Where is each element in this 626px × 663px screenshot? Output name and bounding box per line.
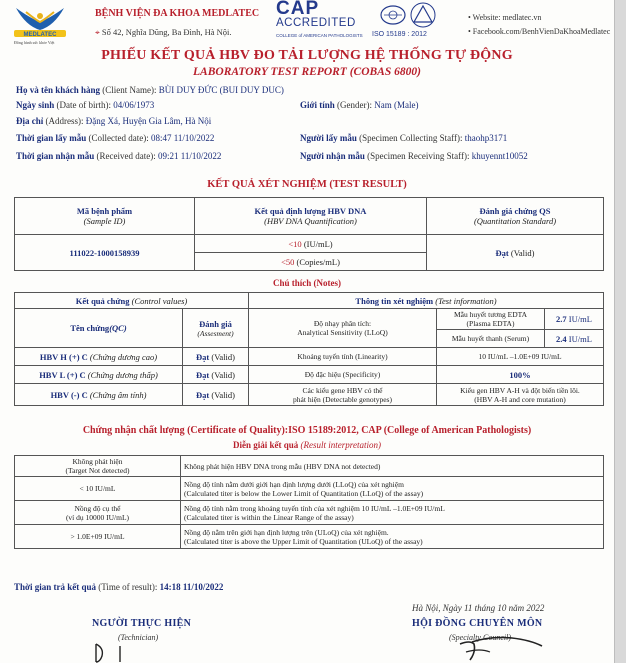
receiver-row	[300, 151, 528, 161]
interp-key: < 10 IU/mL	[15, 477, 181, 501]
collected-label: Thời gian lấy mẫu	[16, 133, 87, 143]
sample-id-cell: 111022-1000158939	[15, 235, 195, 271]
quant-iu-unit: (IU/mL)	[303, 238, 333, 249]
dob-row	[16, 100, 154, 110]
sensitivity-label-cell: Độ nhạy phân tích: Analytical Sensitivity (LLoQ)	[249, 309, 437, 348]
collected-label-en: (Collected date):	[88, 133, 149, 143]
qc-name-header: Tên chứng(QC)	[15, 309, 183, 348]
table-row	[15, 384, 604, 406]
dob-label-en: (Date of birth):	[56, 100, 111, 110]
collector-label: Người lấy mẫu	[300, 133, 357, 143]
technician-signature-icon	[90, 640, 130, 663]
table-row	[15, 348, 604, 366]
collected-value: 08:47 11/10/2022	[151, 133, 215, 143]
report-title-en: LABORATORY TEST REPORT (COBAS 6800)	[193, 66, 421, 78]
client-name-label-en: (Client Name):	[102, 85, 157, 95]
address-row	[16, 116, 211, 126]
linearity-value: 10 IU/mL –1.0E+09 IU/mL	[437, 348, 604, 366]
address-label: Địa chỉ	[16, 116, 44, 126]
received-value: 09:21 11/10/2022	[158, 151, 222, 161]
client-name-value: BÙI DUY ĐỨC (BUI DUY DUC)	[158, 85, 284, 95]
iso-text: ISO 15189 : 2012	[372, 31, 427, 38]
assess-header: Đánh giá (Assesment)	[183, 309, 249, 348]
serum-value-cell: 2.4 IU/mL	[545, 330, 604, 348]
gender-value: Nam (Male)	[374, 100, 419, 110]
received-row	[16, 151, 221, 161]
accreditation-block	[276, 0, 452, 44]
collector-value: thaohp3171	[464, 133, 508, 143]
interp-desc: Không phát hiện HBV DNA trong mẫu (HBV DNA not detected)	[181, 456, 604, 477]
interp-desc: Nồng độ tính nằm dưới giới hạn định lượng dưới (LLoQ) của xét nghiệm (Calculated titer is below the Lower Limit of Quantitation (LLoQ) of the assay)	[181, 477, 604, 501]
qs-cell: Đạt (Valid)	[427, 235, 604, 271]
technician-title: NGƯỜI THỰC HIỆN	[92, 618, 192, 629]
notes-table	[14, 292, 604, 406]
received-label: Thời gian nhận mẫu	[16, 151, 95, 161]
logo-brand-text: MEDLATEC	[23, 32, 57, 38]
genotype-label: Các kiểu gene HBV có thể phát hiện (Detectable genotypes)	[249, 384, 437, 406]
time-of-result: Thời gian trả kết quả (Time of result): 14:18 11/10/2022	[14, 582, 224, 592]
council-subtitle: (Specialty Council)	[449, 633, 511, 642]
council-title: HỘI ĐỒNG CHUYÊN MÔN	[412, 618, 543, 629]
linearity-label: Khoảng tuyến tính (Linearity)	[249, 348, 437, 366]
hospital-address	[95, 27, 232, 38]
interpretation-table	[14, 455, 604, 549]
table-row	[15, 501, 604, 525]
boa-triangle-icon	[410, 2, 436, 28]
gender-row	[300, 100, 418, 110]
gender-label: Giới tính	[300, 100, 335, 110]
page-edge	[614, 0, 626, 663]
qc-neg-cell: HBV (-) C (Chứng âm tính)	[15, 384, 183, 406]
collected-row	[16, 133, 214, 143]
specificity-label: Độ đặc hiệu (Specificity)	[249, 366, 437, 384]
sign-date: Hà Nội, Ngày 11 tháng 10 năm 2022	[412, 603, 545, 613]
quality-certificate: Chứng nhận chất lượng (Certificate of Quality):ISO 15189:2012, CAP (College of American Pathologists)	[82, 425, 532, 436]
col-quant-header: Kết quả định lượng HBV DNA (HBV DNA Quantification)	[195, 198, 427, 235]
report-title-vi: PHIẾU KẾT QUẢ HBV ĐO TẢI LƯỢNG HỆ THỐNG TỰ ĐỘNG	[101, 48, 513, 63]
quant-copies-unit: (Copies/mL)	[296, 256, 340, 267]
table-row	[15, 456, 604, 477]
technician-subtitle: (Technician)	[118, 633, 159, 642]
test-result-heading: KẾT QUẢ XÉT NGHIỆM (TEST RESULT)	[207, 179, 407, 190]
website-text: • Website: medlatec.vn	[468, 13, 542, 22]
report-header	[0, 0, 614, 48]
ilac-badge-icon	[380, 4, 406, 26]
qc-low-cell: HBV L (+) C (Chứng dương thấp)	[15, 366, 183, 384]
interpretation-heading: Diễn giải kết quả (Result interpretation)	[233, 440, 381, 450]
interp-desc: Nồng độ nằm trên giới hạn định lượng trên (ULoQ) của xét nghiệm. (Calculated titer is above the Upper Limit of Quantitation (ULoQ) of the assay)	[181, 525, 604, 549]
cap-small-text: COLLEGE of AMERICAN PATHOLOGISTS	[276, 33, 363, 38]
address-label-en: (Address):	[45, 116, 84, 126]
receiver-label: Người nhận mẫu	[300, 151, 365, 161]
hospital-name: BỆNH VIỆN ĐA KHOA MEDLATEC	[95, 8, 260, 19]
table-row	[15, 525, 604, 549]
qc-neg-eval: Đạt (Valid)	[183, 384, 249, 406]
quant-copies-value: <50	[281, 256, 295, 267]
interp-key: > 1.0E+09 IU/mL	[15, 525, 181, 549]
collector-row	[300, 133, 507, 143]
plasma-label-cell: Mẫu huyết tương EDTA (Plasma EDTA)	[437, 309, 545, 330]
receiver-label-en: (Specimen Receiving Staff):	[367, 151, 470, 161]
plasma-value-cell: 2.7 IU/mL	[545, 309, 604, 330]
qc-high-eval: Đạt (Valid)	[183, 348, 249, 366]
table-row	[15, 366, 604, 384]
qc-low-eval: Đạt (Valid)	[183, 366, 249, 384]
genotype-value: Kiểu gen HBV A-H và đột biến tiền lõi. (HBV A-H and core mutation)	[437, 384, 604, 406]
dob-value: 04/06/1973	[113, 100, 155, 110]
map-pin-icon: ⌖	[95, 27, 102, 37]
council-signature-icon	[430, 622, 550, 663]
quant-iu-value: <10	[288, 238, 302, 249]
table-row	[15, 477, 604, 501]
interp-key: Không phát hiện (Target Not detected)	[15, 456, 181, 477]
col-sample-id-header: Mã bệnh phẩm (Sample ID)	[15, 198, 195, 235]
client-name-row	[16, 85, 284, 95]
address-value: Đặng Xá, Huyện Gia Lâm, Hà Nội	[85, 116, 212, 126]
quant-iu-cell	[195, 235, 427, 253]
received-label-en: (Received date):	[96, 151, 156, 161]
facebook-text: • Facebook.com/BenhVienDaKhoaMedlatec	[468, 27, 611, 36]
dob-label: Ngày sinh	[16, 100, 55, 110]
cap-logo-text: CAP	[276, 0, 320, 19]
gender-label-en: (Gender):	[337, 100, 372, 110]
receiver-value: khuyennt10052	[471, 151, 528, 161]
collector-label-en: (Specimen Collecting Staff):	[359, 133, 463, 143]
control-values-header: Kết quả chứng (Control values)	[15, 293, 249, 309]
serum-label-cell: Mẫu huyết thanh (Serum)	[437, 330, 545, 348]
interp-key: Nồng độ cụ thể (ví dụ 10000 IU/mL)	[15, 501, 181, 525]
col-qs-header: Đánh giá chứng QS (Quantitation Standard)	[427, 198, 604, 235]
client-name-label: Họ và tên khách hàng	[16, 85, 101, 95]
notes-heading: Chú thích (Notes)	[272, 278, 341, 288]
qc-high-cell: HBV H (+) C (Chứng dương cao)	[15, 348, 183, 366]
test-info-header: Thông tin xét nghiệm (Test information)	[249, 293, 604, 309]
interp-desc: Nồng độ tính nằm trong khoảng tuyến tính của xét nghiệm 10 IU/mL –1.0E+09 IU/mL (Calculated titer is within the Linear Range of the assay)	[181, 501, 604, 525]
logo-tagline: Đồng hành sức khỏe Việt	[14, 40, 55, 45]
quant-copies-cell	[195, 253, 427, 271]
accredited-text: ACCREDITED	[276, 17, 356, 29]
specificity-value: 100%	[437, 366, 604, 384]
address-text: Số 42, Nghĩa Dũng, Ba Đình, Hà Nội.	[101, 27, 232, 37]
result-table	[14, 197, 604, 271]
